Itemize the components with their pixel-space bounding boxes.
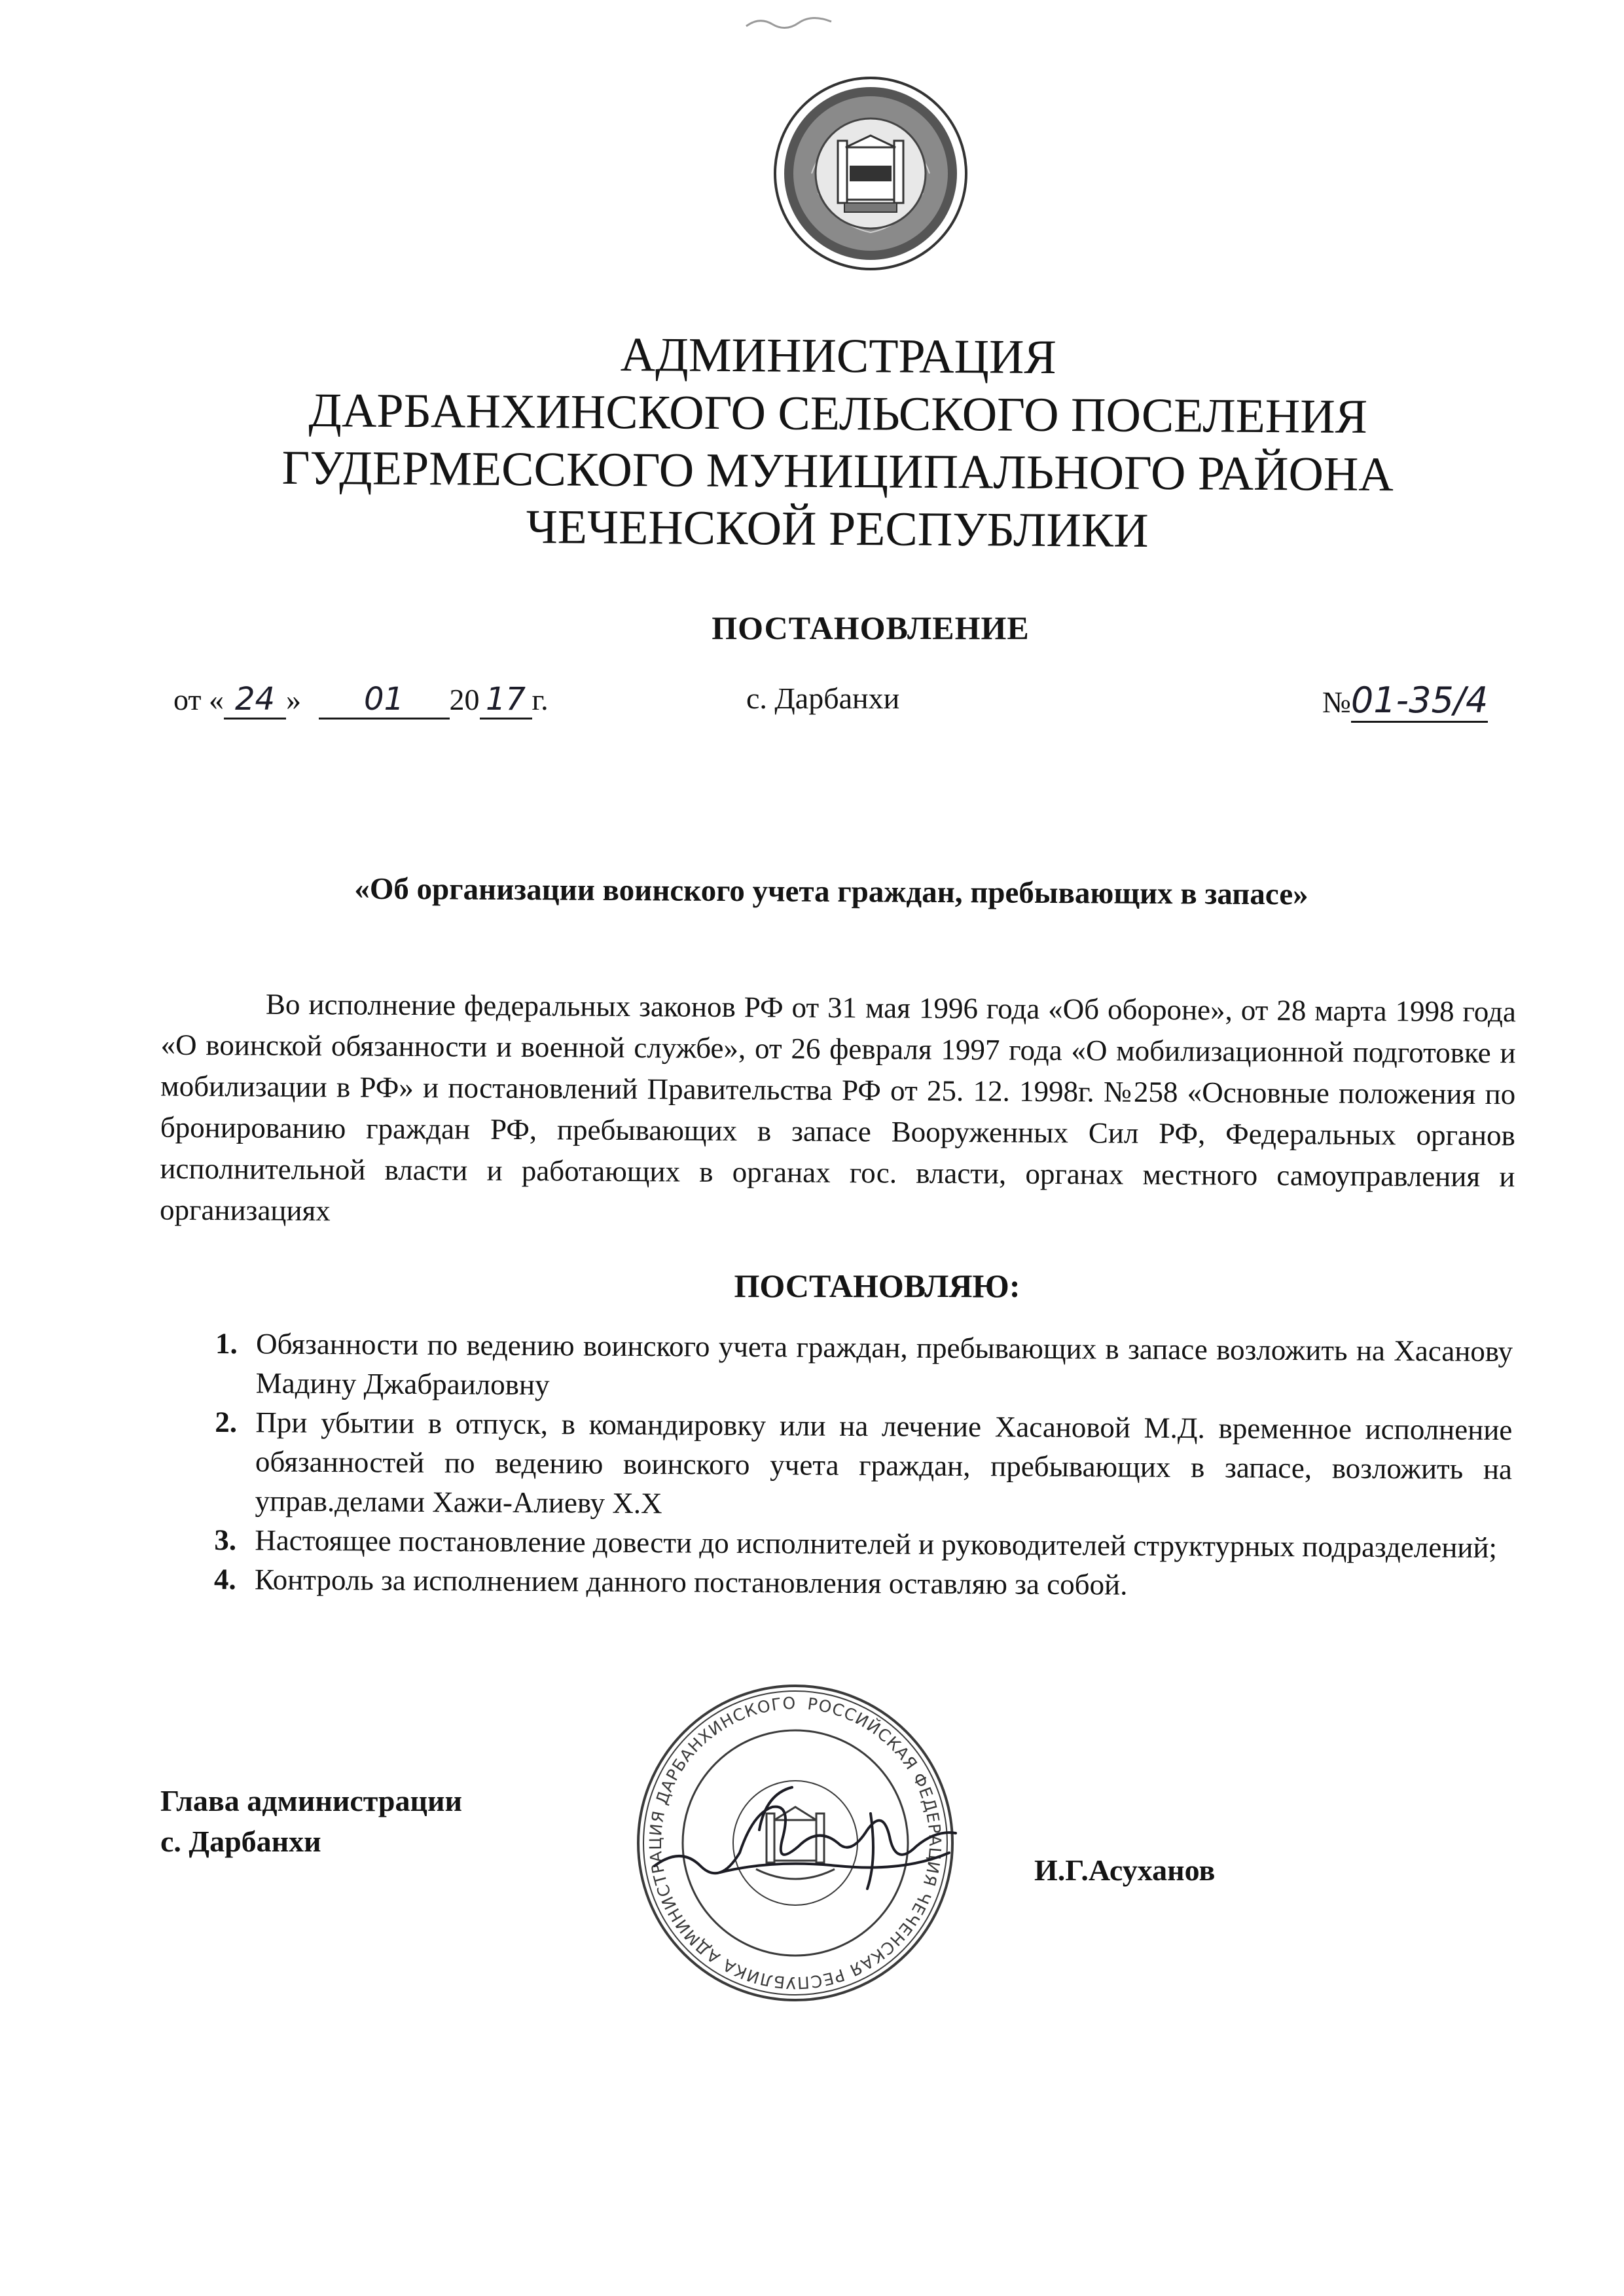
item-number: 1. <box>215 1327 238 1360</box>
list-item <box>196 1559 1511 1607</box>
document-type-title: ПОСТАНОВЛЕНИЕ <box>712 610 1030 646</box>
header-line-2: ДАРБАНХИНСКОГО СЕЛЬСКОГО ПОСЕЛЕНИЯ <box>308 384 1368 444</box>
signatory-name: И.Г.Асуханов <box>1034 1853 1216 1887</box>
date-month: 01 <box>319 681 450 720</box>
date-year: 17 <box>480 681 532 720</box>
header-line-1: АДМИНИСТРАЦИЯ <box>620 327 1057 385</box>
item-text: Контроль за исполнением данного постановления оставляю за собой. <box>254 1563 1128 1601</box>
seal-ring-text: РОССИЙСКАЯ ФЕДЕРАЦИЯ ЧЕЧЕНСКАЯ РЕСПУБЛИКА АДМИНИСТРАЦИЯ ДАРБАНХИНСКОГО <box>645 1693 945 1993</box>
document-date <box>173 681 549 720</box>
document-subject: «Об организации воинского учета граждан, пребывающих в запасе» <box>354 871 1308 912</box>
decree-heading: ПОСТАНОВЛЯЮ: <box>734 1267 1020 1304</box>
list-item <box>197 1324 1513 1410</box>
position-line-1: Глава администрации <box>160 1784 463 1817</box>
date-suffix: г. <box>532 683 549 716</box>
header-line-4: ЧЕЧЕНСКОЙ РЕСПУБЛИКИ <box>526 500 1149 558</box>
date-year-prefix: 20 <box>449 683 480 716</box>
item-number: 2. <box>215 1406 238 1439</box>
decree-items <box>196 1324 1513 1607</box>
number-prefix: № <box>1322 685 1351 719</box>
signatory-position <box>160 1781 462 1862</box>
date-prefix: от « <box>173 683 224 716</box>
header-line-3: ГУДЕРМЕССКОГО МУНИЦИПАЛЬНОГО РАЙОНА <box>281 441 1394 502</box>
handwritten-signature <box>641 1768 969 1912</box>
coat-of-arms-emblem <box>772 75 969 272</box>
date-mid: » <box>286 683 301 716</box>
document-number <box>1322 680 1488 723</box>
item-number: 4. <box>213 1563 236 1596</box>
document-place: с. Дарбанхи <box>746 682 900 715</box>
position-line-2: с. Дарбанхи <box>160 1825 321 1858</box>
item-text: Обязанности по ведению воинского учета граждан, пребывающих в запасе возложить на Хасанову Мадину Джабраиловну <box>255 1327 1513 1402</box>
item-number: 3. <box>214 1523 237 1557</box>
scan-mark <box>740 10 844 36</box>
number-value: 01-35/4 <box>1351 680 1488 723</box>
preamble-text: Во исполнение федеральных законов РФ от 31 мая 1996 года «Об обороне», от 28 марта 1998 года «О воинской обязанности и военной службе», от 26 февраля 1997 года «О мобилизационной подготовке и мобилизации в РФ» и постановлений Правительства РФ от 25. 12. 1998г. №258 «Основные положения по бронированию граждан РФ, пребывающих в запасе Вооруженных Сил РФ, Федеральных органов исполнительной власти и работающих в органах гос. власти, органах местного самоуправления и организациях <box>159 987 1517 1228</box>
item-text: При убытии в отпуск, в командировку или на лечение Хасановой М.Д. временное исполнение обязанностей по ведению воинского учета граждан, пребывающих в запасе, возложить на управ.делами Хажи-Алиеву Х.Х <box>255 1406 1513 1520</box>
preamble <box>160 983 1516 1239</box>
item-text: Настоящее постановление довести до исполнителей и руководителей структурных подразделений; <box>255 1523 1498 1565</box>
issuer-header <box>196 323 1480 562</box>
list-item <box>196 1402 1512 1528</box>
date-day: 24 <box>224 681 286 720</box>
